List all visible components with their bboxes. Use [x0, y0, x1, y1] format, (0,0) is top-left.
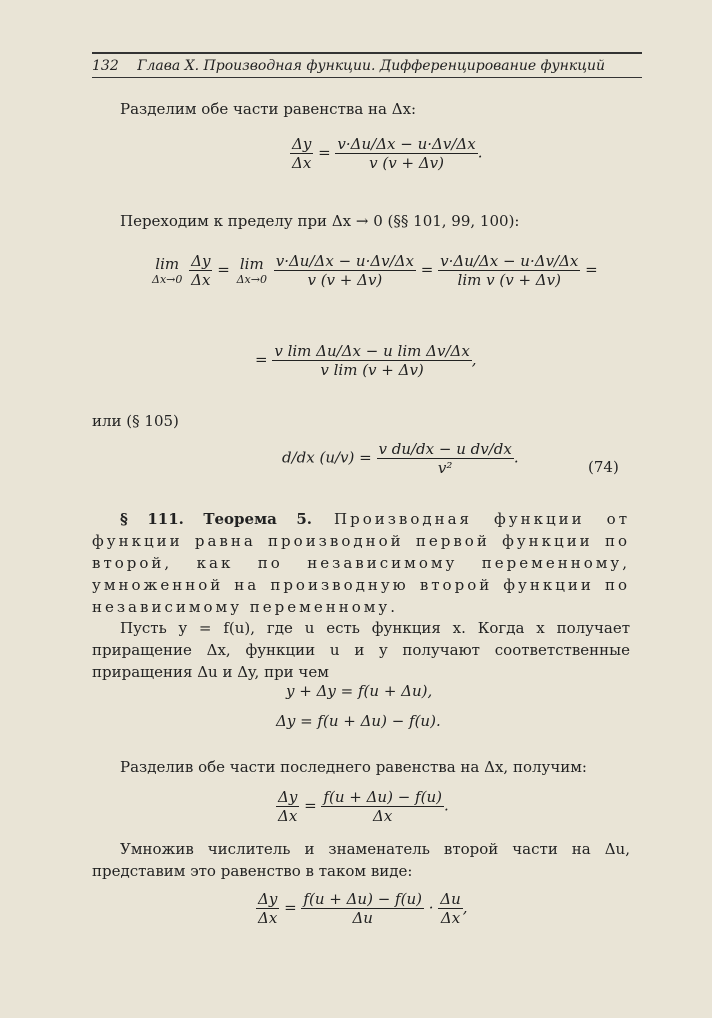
theorem-body: Производная функции от функции равна производной первой функции по второй, как по независимому переменному, умноженной на производную второй функции по независимому переменному. [92, 510, 630, 616]
equation-number: (74) [588, 458, 619, 476]
theorem-heading: § 111. Теорема 5. [120, 510, 312, 528]
theorem-paragraph [92, 508, 630, 618]
formula-limit: lim Δx→0 $\frac{\Delta y}{\Delta x}$ = lim Δx→0 $\frac{v\cdot\Delta u/\Delta x - u\cdot\Delta v/\Delta x}{v (v + \Delta v)}$ = $\frac{v\cdot\Delta u/\Delta x - u\cdot\Delta v/\Delta x}{\text{lim v (v + Δv)}}$ = [152, 252, 598, 289]
equation-increment-a: y + Δy = f(u + Δu), [286, 682, 433, 700]
page-number: 132 [92, 58, 119, 74]
formula-divided: $\frac{\Delta y}{\Delta x}$ = $\frac{f(u + \Delta u) - f(u)}{\Delta x}$ . [278, 788, 449, 825]
header-rule [92, 52, 642, 54]
formula-multiplied: $\frac{\Delta y}{\Delta x}$ = $\frac{f(u + \Delta u) - f(u)}{\Delta u}$ · $\frac{\Delta u}{\Delta x}$ , [258, 890, 468, 927]
formula-quotient-increment: $\frac{\Delta y}{\Delta x}$ = $\frac{v\cdot\Delta u/\Delta x - u\cdot\Delta v/\Delta x}{v (v + \Delta v)}$ . [292, 135, 483, 172]
formula-quotient-derivative: d/dx (u/v) = $\frac{\text{v du/dx − u dv/dx}}{\text{v²}}$ . [282, 440, 519, 477]
paragraph-divide: Разделив обе части последнего равенства на Δx, получим: [120, 758, 587, 776]
formula-limit-expanded: = $\frac{\text{v lim Δu/Δx − u lim Δv/Δx}}{\text{v lim (v + Δv)}}$ , [255, 342, 477, 379]
header-rule [92, 77, 642, 78]
limit-intro: Переходим к пределу при Δx → 0 (§§ 101, 99, 100): [120, 212, 520, 230]
divide-intro: Разделим обе части равенства на Δx: [120, 100, 417, 118]
paragraph-multiply: Умножив числитель и знаменатель второй части на Δu, представим это равенство в таком виде: [92, 840, 630, 880]
chapter-title: Глава X. Производная функции. Дифференцирование функций [137, 58, 606, 74]
equation-increment-b: Δy = f(u + Δu) − f(u). [276, 712, 441, 730]
paragraph-increment: Пусть y = f(u), где u есть функция x. Когда x получает приращение Δx, функции u и y получают соответственные приращения Δu и Δy, при чем [92, 619, 630, 681]
or-reference: или (§ 105) [92, 412, 179, 430]
